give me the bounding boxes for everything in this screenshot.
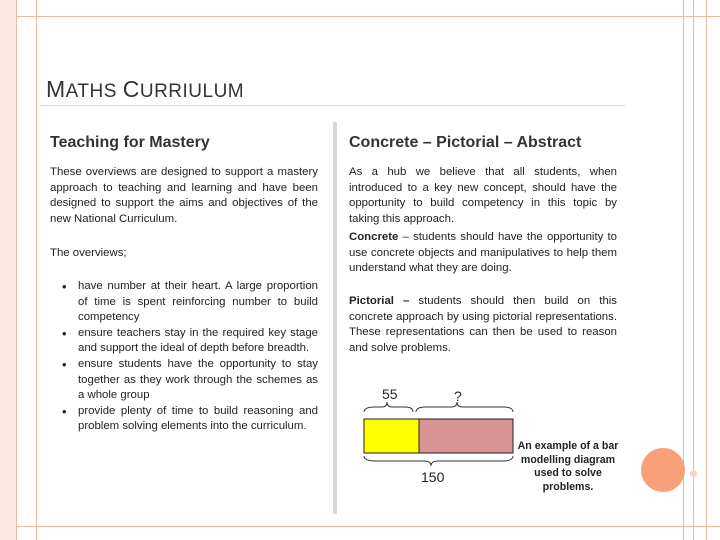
rest-brace: [416, 402, 513, 412]
frame-top-line: [16, 16, 720, 17]
frame-right-line-2: [693, 0, 694, 540]
small-dot-decoration: [690, 470, 697, 477]
bar-model-diagram: [358, 398, 518, 470]
bar-rest-segment: [419, 419, 513, 453]
bar-model-caption: An example of a bar modelling diagram used to solve problems.: [517, 440, 619, 493]
concrete-paragraph: [349, 230, 617, 277]
list-item: • ensure teachers stay in the required key stage and support the ideal of depth before breadth.: [62, 326, 318, 357]
concrete-text: – students should have the opportunity to use concrete objects and manipulatives to help them understand what they are doing.: [349, 231, 617, 275]
bar-total-label: 150: [421, 469, 445, 485]
left-heading: Teaching for Mastery: [50, 134, 210, 151]
bar-part-label: 55: [382, 386, 398, 402]
frame-left-line: [16, 0, 17, 540]
pictorial-text: students should then build on this concrete approach by using pictorial representations. These representations can then be used to reason and solve problems.: [349, 295, 618, 354]
orange-dot-decoration: [641, 448, 685, 492]
right-intro: As a hub we believe that all students, when introduced to a key new concept, should have the opportunity to build competency in this topic by taking this approach.: [349, 166, 617, 225]
frame-left-band: [0, 0, 16, 540]
frame-bottom-line: [16, 526, 720, 527]
overview-bullets: [62, 279, 318, 435]
frame-right-line-1: [683, 0, 684, 540]
title-rule: [40, 105, 625, 106]
bar-part-segment: [364, 419, 419, 453]
total-brace: [364, 456, 513, 466]
column-divider: [333, 122, 337, 514]
pictorial-term: Pictorial –: [349, 295, 410, 307]
frame-right-line-3: [706, 0, 707, 540]
slide-title: MATHS CURRIULUM: [46, 76, 245, 102]
list-item: • have number at their heart. A large proportion of time is spent reinforcing number to build competency: [62, 279, 318, 326]
left-intro: These overviews are designed to support a mastery approach to teaching and learning and have been designed to support the aims and objectives of the new National Curriculum.: [50, 166, 318, 225]
concrete-term: Concrete: [349, 231, 399, 243]
bar-unknown-label: ?: [454, 388, 462, 404]
list-item: • ensure students have the opportunity to stay together as they work through the schemes as a whole group: [62, 357, 318, 404]
part-brace: [364, 402, 413, 412]
overviews-label: The overviews;: [50, 247, 127, 259]
right-heading: Concrete – Pictorial – Abstract: [349, 134, 582, 151]
frame-left-line-inner: [36, 0, 37, 540]
list-item: • provide plenty of time to build reasoning and problem solving elements into the curriculum.: [62, 404, 318, 435]
pictorial-paragraph: [349, 294, 617, 356]
